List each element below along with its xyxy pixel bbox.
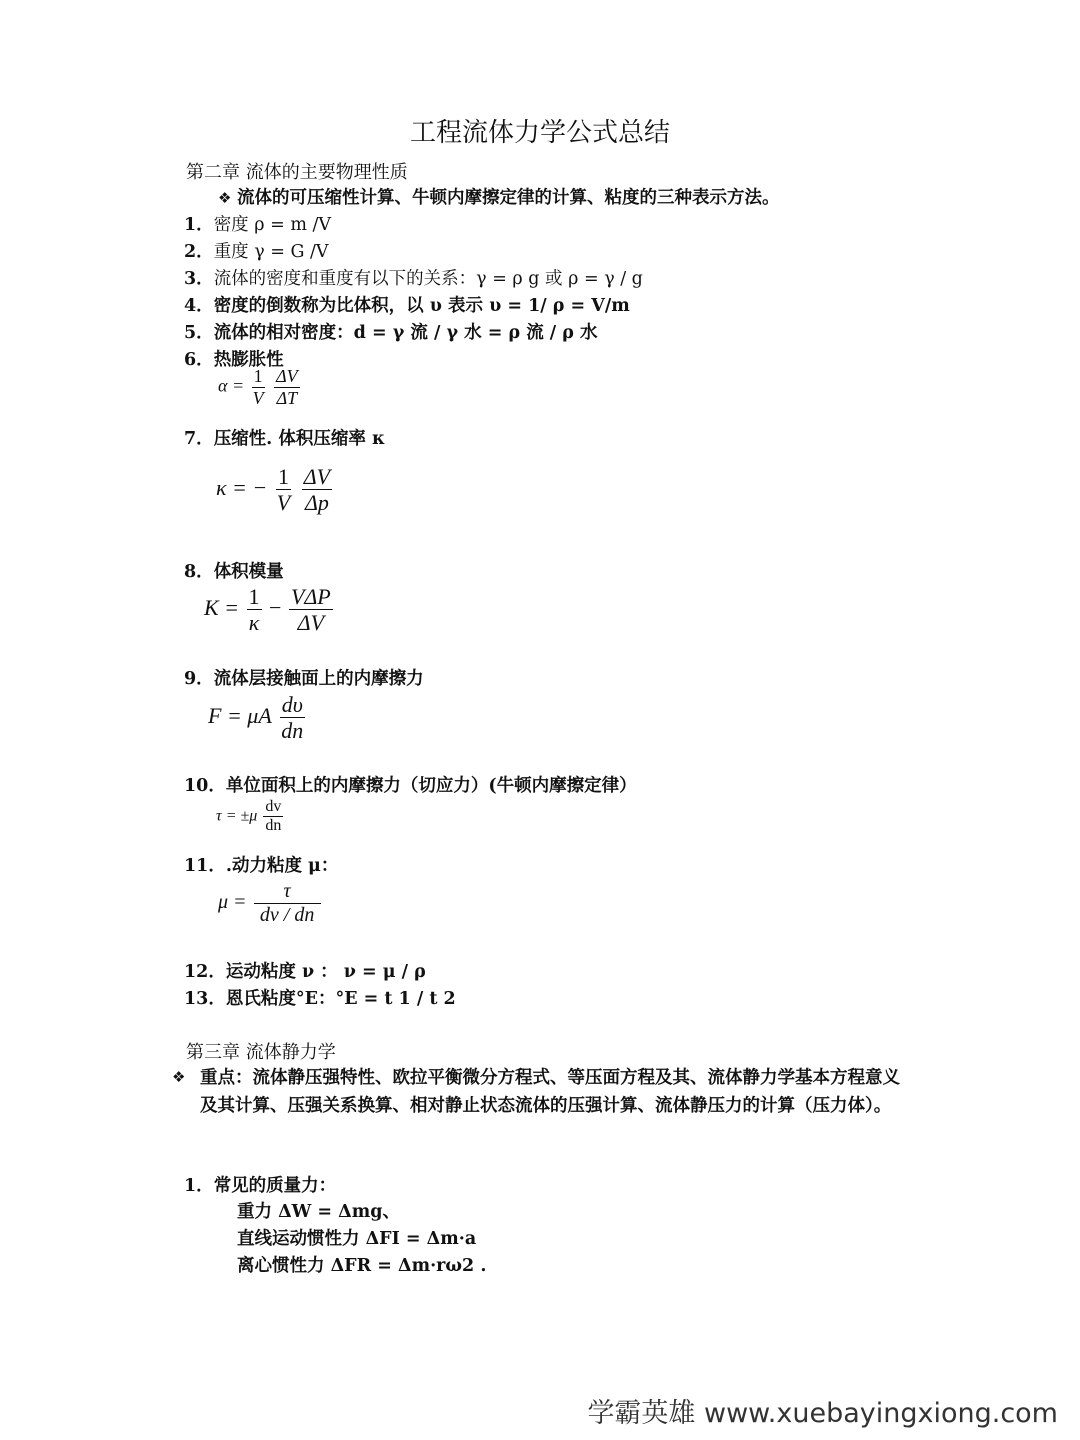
diamond-bullet-icon: ❖ bbox=[172, 1068, 186, 1086]
formula-thermal-expansion: α = $\frac{1}{V}$ $\frac{\Delta V}{\Delta T}$ bbox=[218, 366, 298, 408]
bullet-text: 重点：流体静压强特性、欧拉平衡微分方程式、等压面方程及其、流体静力学基本方程意义及其计算、压强关系换算、相对静止状态流体的压强计算、流体静压力的计算（压力体）。 bbox=[200, 1068, 900, 1116]
chapter-2-bullet bbox=[218, 184, 780, 209]
chapter-3-bullet bbox=[172, 1064, 902, 1120]
formula-friction-force: F = μA $\frac{d\upsilon}{dn}$ bbox=[208, 692, 304, 744]
formula-bulk-modulus: K = $\frac{1}{\kappa}$ − $\frac{\text{VΔP}}{\Delta V}$ bbox=[204, 584, 331, 636]
formula-compressibility: κ = − $\frac{1}{V}$ $\frac{\Delta V}{\Delta p}$ bbox=[216, 464, 331, 516]
list-item: 1．常见的质量力： bbox=[184, 1176, 337, 1196]
chapter-3-heading: 第三章 流体静力学 bbox=[186, 1042, 336, 1063]
list-item: 10．单位面积上的内摩擦力（切应力）(牛顿内摩擦定律） bbox=[184, 776, 637, 796]
force-centrifugal-inertia: 离心惯性力 ΔFR = Δm·rω2 . bbox=[237, 1256, 487, 1276]
list-item: 3．流体的密度和重度有以下的关系：γ = ρ g 或 ρ = γ / g bbox=[184, 269, 643, 289]
list-item: 9．流体层接触面上的内摩擦力 bbox=[184, 669, 424, 689]
list-item: 2．重度 γ = G /V bbox=[184, 242, 329, 262]
list-item: 12．运动粘度 ν ： ν = μ / ρ bbox=[184, 962, 426, 982]
force-gravity: 重力 ΔW = Δmg、 bbox=[237, 1202, 401, 1222]
formula-dynamic-viscosity: μ = $\frac{\tau}{dv / dn}$ bbox=[218, 880, 323, 927]
page-title: 工程流体力学公式总结 bbox=[409, 118, 670, 148]
list-item: 7．压缩性. 体积压缩率 κ bbox=[184, 429, 386, 449]
list-item: 13．恩氏粘度°E：°E = t 1 / t 2 bbox=[184, 989, 456, 1009]
list-item: 5．流体的相对密度：d = γ 流 / γ 水 = ρ 流 / ρ 水 bbox=[184, 323, 598, 343]
list-item: 8．体积模量 bbox=[184, 562, 284, 582]
force-linear-inertia: 直线运动惯性力 ΔFI = Δm·a bbox=[237, 1229, 477, 1249]
list-item: 6．热膨胀性 bbox=[184, 350, 284, 370]
bullet-text: 流体的可压缩性计算、牛顿内摩擦定律的计算、粘度的三种表示方法。 bbox=[237, 188, 780, 208]
diamond-bullet-icon: ❖ bbox=[218, 189, 232, 207]
formula-shear-stress: τ = ±μ $\frac{dv}{dn}$ bbox=[216, 798, 282, 835]
list-item: 4．密度的倒数称为比体积，以 υ 表示 υ = 1/ ρ = V/m bbox=[184, 296, 630, 316]
chapter-2-heading: 第二章 流体的主要物理性质 bbox=[186, 162, 408, 183]
list-item: 1．密度 ρ = m /V bbox=[184, 215, 332, 235]
list-item: 11．.动力粘度 μ： bbox=[184, 856, 339, 876]
watermark-footer: 学霸英雄 www.xuebayingxiong.com bbox=[587, 1398, 1058, 1429]
